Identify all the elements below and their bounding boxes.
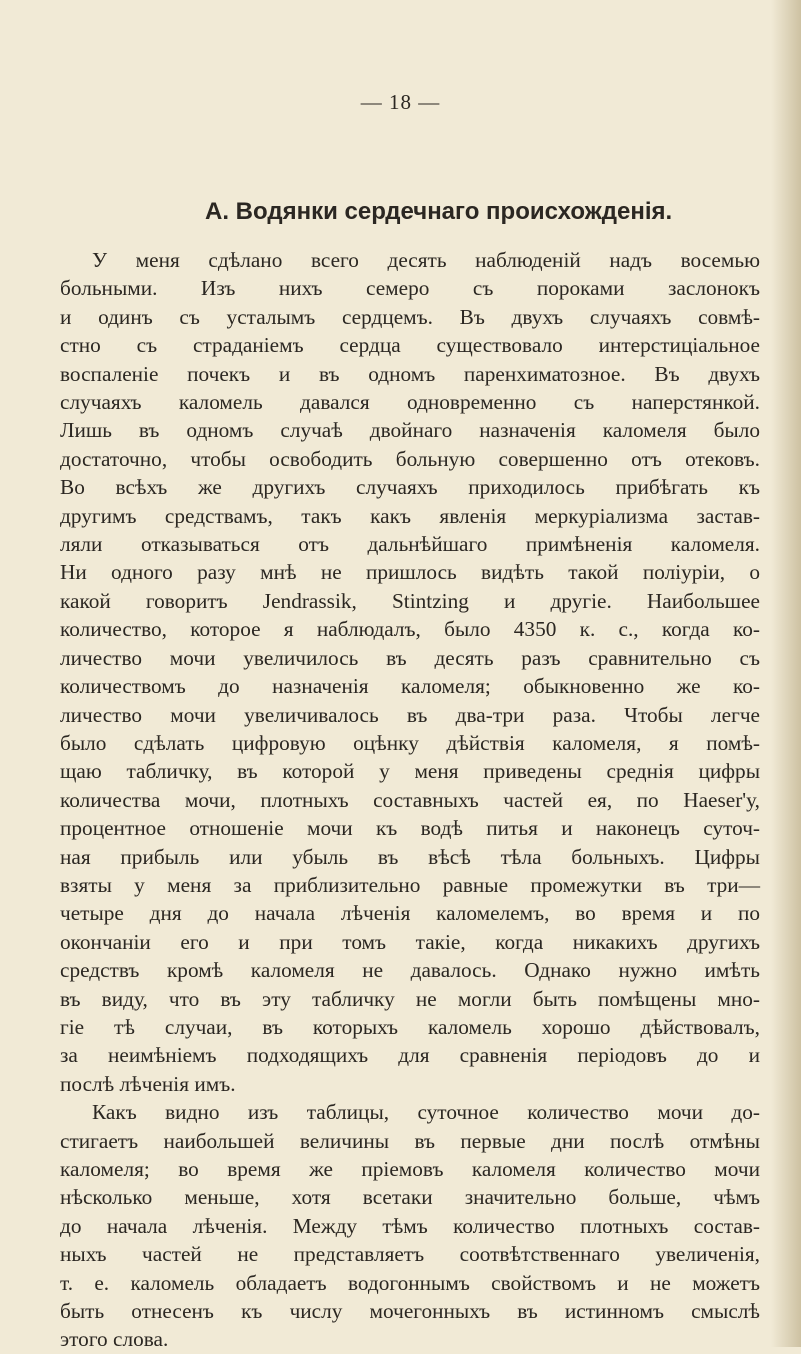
page-edge-shadow [771,0,801,1347]
text-line: количество, которое я наблюдалъ, было 4350 к. с., когда ко- [60,617,760,642]
text-line: въ виду, что въ эту табличку не могли быть помѣщены мно- [60,986,760,1011]
text-line: процентное отношеніе мочи къ водѣ питья и наконецъ суточ- [60,816,760,841]
text-line: т. е. каломель обладаетъ водогоннымъ свойствомъ и не можетъ [60,1270,760,1295]
text-line: больными. Изъ нихъ семеро съ пороками заслонокъ [60,276,760,301]
text-line: какой говоритъ Jendrassik, Stintzing и другіе. Наибольшее [60,588,760,613]
text-line: личество мочи увеличилось въ десять разъ сравнительно съ [60,645,760,670]
text-line: и одинъ съ усталымъ сердцемъ. Въ двухъ случаяхъ совмѣ- [60,304,760,329]
text-line: до начала лѣченія. Между тѣмъ количество плотныхъ состав- [60,1213,760,1238]
text-line: воспаленіе почекъ и въ одномъ паренхиматозное. Въ двухъ [60,361,760,386]
text-line: быть отнесенъ къ числу мочегонныхъ въ истинномъ смыслѣ [60,1299,760,1324]
text-line: за неимѣніемъ подходящихъ для сравненія періодовъ до и [60,1043,760,1068]
text-line: ныхъ частей не представляетъ соотвѣтственнаго увеличенія, [60,1242,760,1267]
text-line: ная прибыль или убыль въ вѣсѣ тѣла больныхъ. Цифры [60,844,760,869]
text-line: Ни одного разу мнѣ не пришлось видѣть такой поліуріи, о [60,560,760,585]
text-line: каломеля; во время же пріемовъ каломеля количество мочи [60,1157,760,1181]
text-line: количества мочи, плотныхъ составныхъ частей ея, по Haeser'у, [60,787,760,812]
text-line: другимъ средствамъ, такъ какъ явленія меркуріализма застав- [60,503,760,528]
body-text [60,246,760,1354]
text-line: окончаніи его и при томъ такіе, когда никакихъ другихъ [60,929,760,954]
text-line: личество мочи увеличивалось въ два-три раза. Чтобы легче [60,702,760,727]
text-line: достаточно, чтобы освободить больную совершенно отъ отековъ. [60,446,760,471]
text-line: гіе тѣ случаи, въ которыхъ каломель хорошо дѣйствовалъ, [60,1014,760,1039]
text-line: послѣ лѣченія имъ. [60,1071,236,1096]
paragraph-2 [60,1098,760,1354]
section-heading: А. Водянки сердечнаго происхожденія. [205,198,673,225]
text-line: стигаетъ наибольшей величины въ первые дни послѣ отмѣны [60,1128,760,1153]
text-line: этого слова. [60,1327,169,1352]
text-line: щаю табличку, въ которой у меня приведены среднія цифры [60,759,760,784]
page-number: — 18 — [360,90,441,114]
text-line: взяты у меня за приблизительно равные промежутки въ три— [60,872,760,897]
text-line: количествомъ до назначенія каломеля; обыкновенно же ко- [60,674,760,699]
text-line: Какъ видно изъ таблицы, суточное количество мочи до- [92,1100,760,1125]
text-line: ляли отказываться отъ дальнѣйшаго примѣненія каломеля. [60,532,760,557]
text-line: было сдѣлать цифровую оцѣнку дѣйствія каломеля, я помѣ- [60,730,760,755]
text-line: четыре дня до начала лѣченія каломелемъ, во время и по [60,901,760,926]
paragraph-1 [60,246,760,1098]
text-line: стно съ страданіемъ сердца существовало интерстиціальное [60,333,760,358]
text-line: Лишь въ одномъ случаѣ двойнаго назначенія каломеля было [60,418,760,443]
text-line: У меня сдѣлано всего десять наблюденій надъ восемью [92,248,760,272]
text-line: средствъ кромѣ каломеля не давалось. Однако нужно имѣть [60,958,760,983]
text-line: Во всѣхъ же другихъ случаяхъ приходилось прибѣгать къ [60,475,760,500]
text-line: случаяхъ каломель давался одновременно съ наперстянкой. [60,390,760,415]
text-line: нѣсколько меньше, хотя всетаки значительно больше, чѣмъ [60,1185,760,1210]
